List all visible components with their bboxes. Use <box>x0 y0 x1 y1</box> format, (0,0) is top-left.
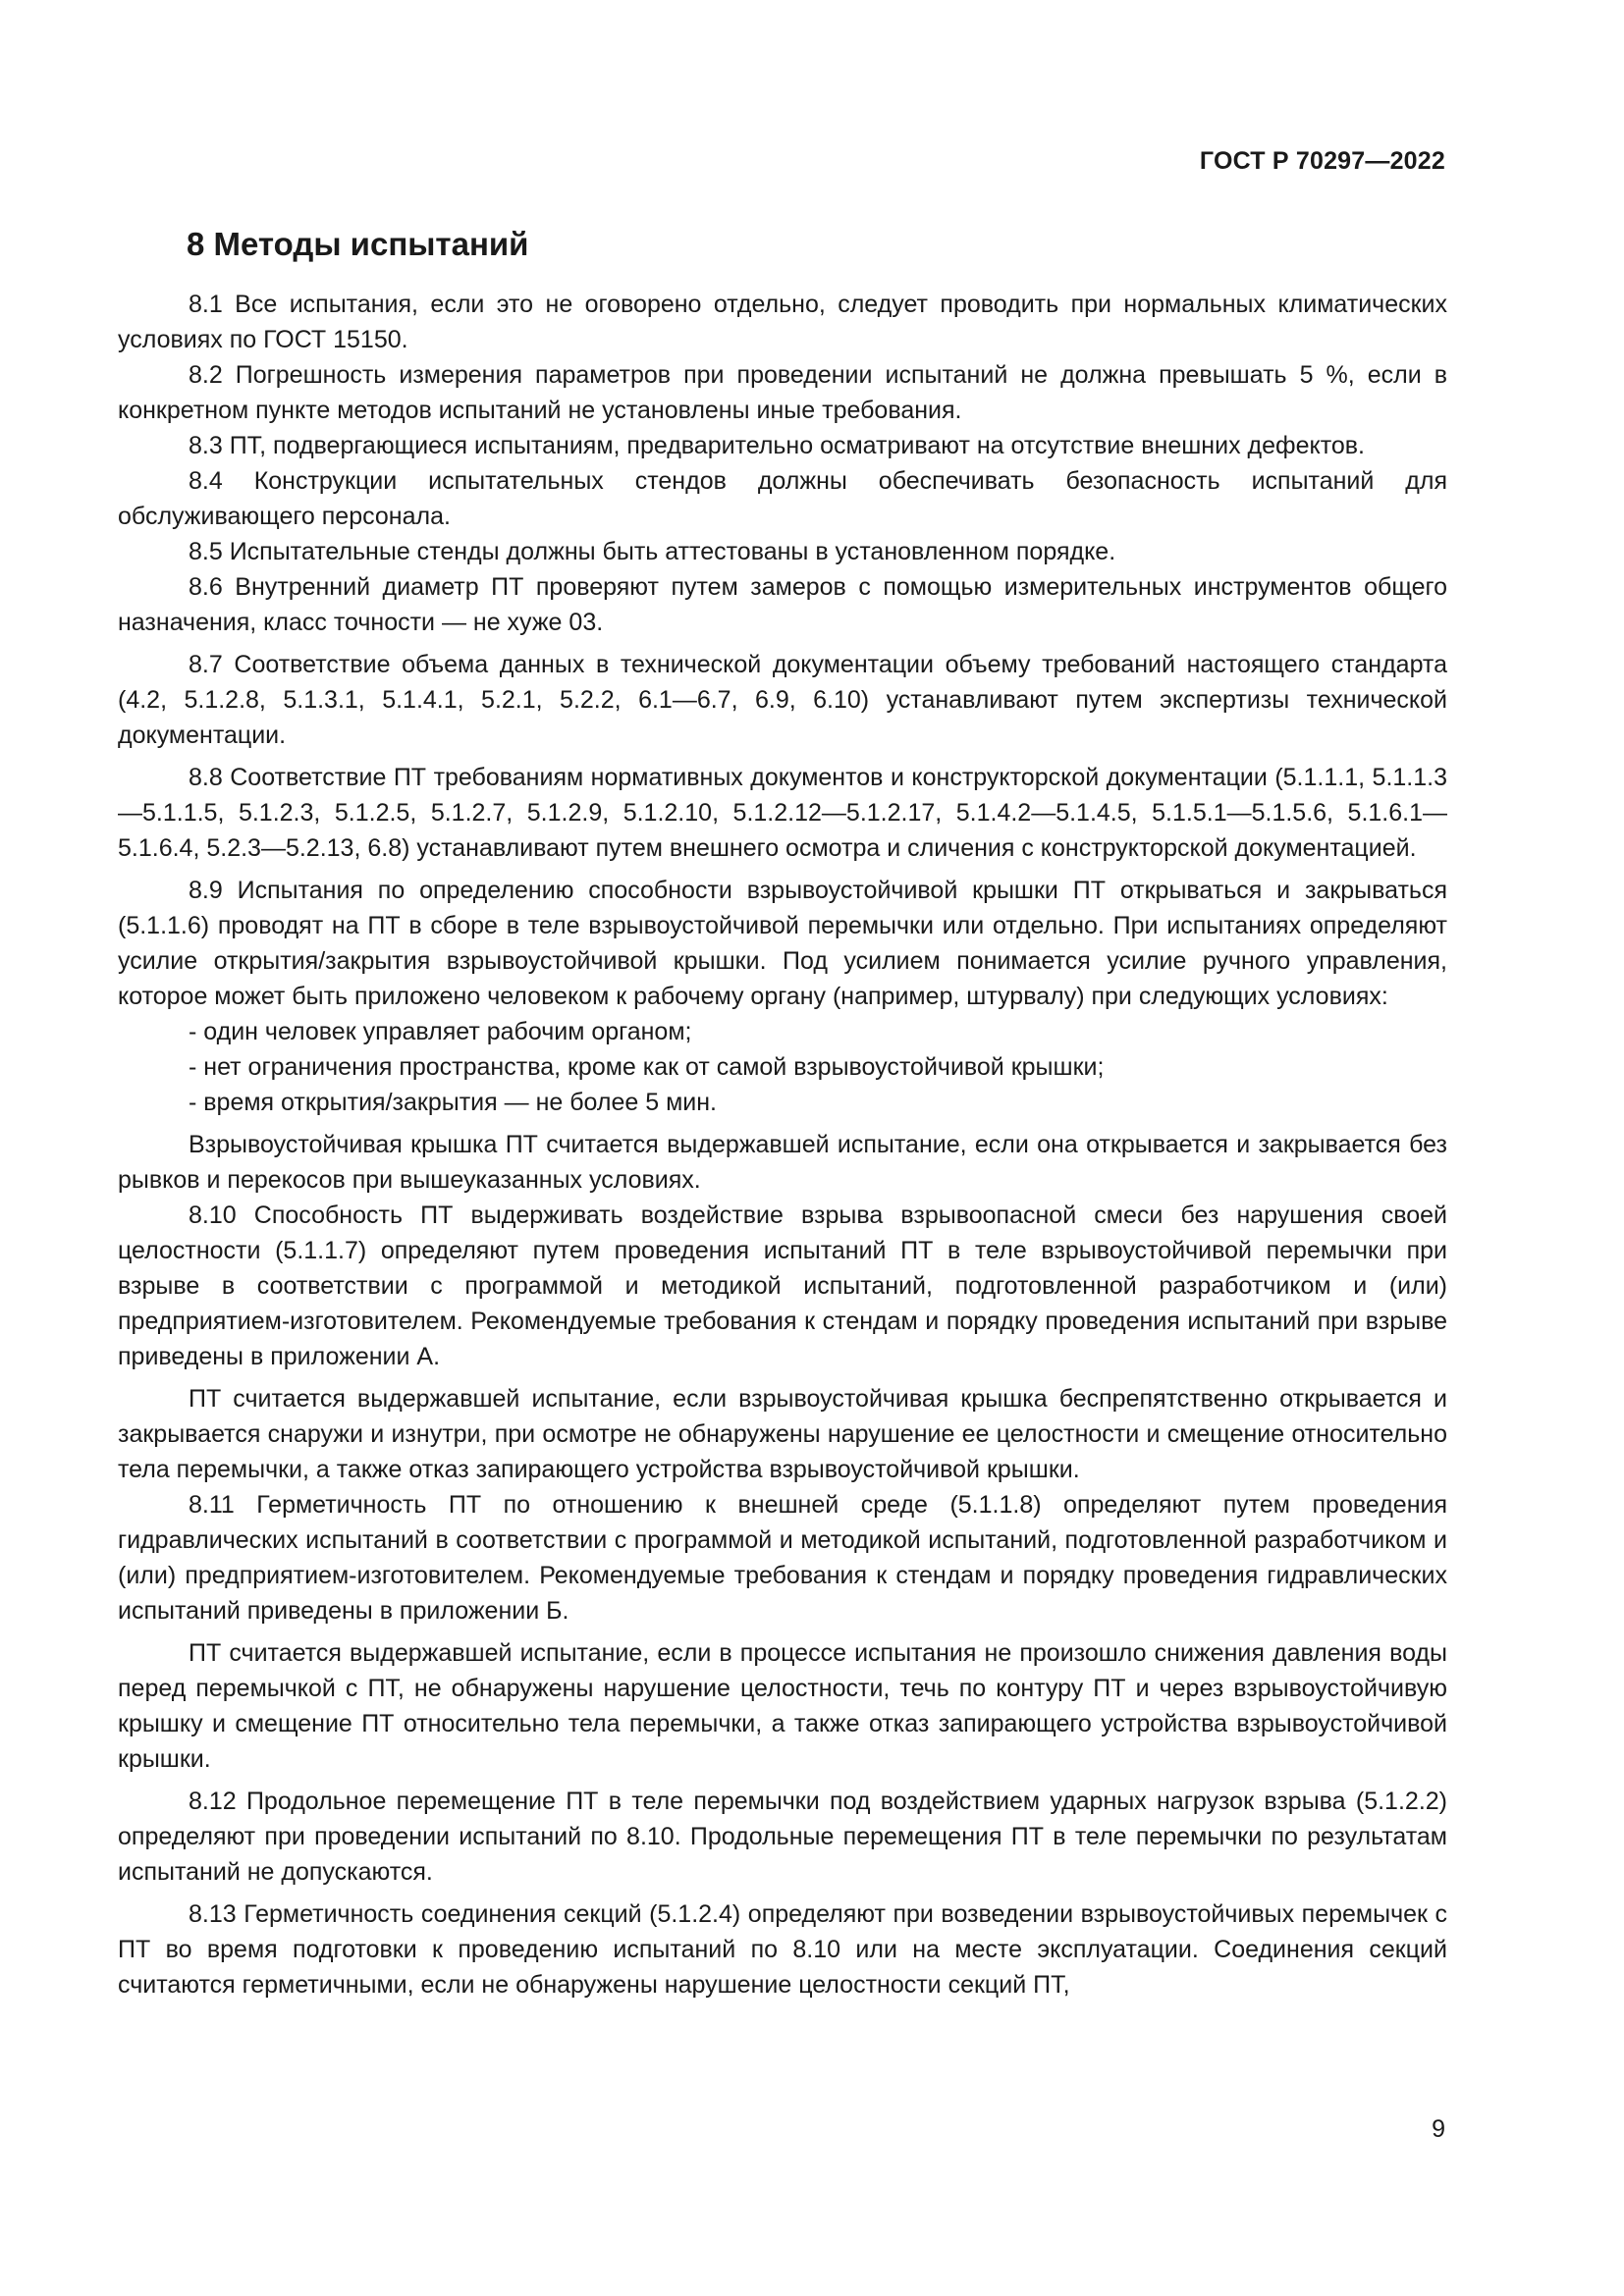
list-item: - один человек управляет рабочим органом; <box>189 1018 692 1045</box>
page-number: 9 <box>1432 2115 1445 2143</box>
paragraph-8-12: 8.12 Продольное перемещение ПТ в теле перемычки под воздействием ударных нагрузок взрыва (5.1.2.2) определяют при проведении испытаний по 8.10. Продольные перемещения ПТ в теле перемычки по результатам испытаний не допускаются. <box>118 1788 1447 1886</box>
document-code: ГОСТ Р 70297—2022 <box>1199 147 1445 175</box>
list-item: - время открытия/закрытия — не более 5 мин. <box>189 1089 717 1116</box>
section-body <box>118 287 1447 2002</box>
paragraph-8-6: 8.6 Внутренний диаметр ПТ проверяют путем замеров с помощью измерительных инструментов общего назначения, класс точности — не хуже 03. <box>118 573 1447 636</box>
paragraph-8-11: 8.11 Герметичность ПТ по отношению к внешней среде (5.1.1.8) определяют путем проведения гидравлических испытаний в соответствии с программой и методикой испытаний, подготовленной разработчиком и (или) предприятием-изготовителем. Рекомендуемые требования к стендам и порядку проведения гидравлических испытаний приведены в приложении Б. <box>118 1491 1447 1625</box>
paragraph-8-13: 8.13 Герметичность соединения секций (5.1.2.4) определяют при возведении взрывоустойчивых перемычек с ПТ во время подготовки к проведению испытаний по 8.10 или на месте эксплуатации. Соединения секций считаются герметичными, если не обнаружены нарушение целостности секций ПТ, <box>118 1900 1447 1999</box>
paragraph-8-2: 8.2 Погрешность измерения параметров при проведении испытаний не должна превышать 5 %, если в конкретном пункте методов испытаний не установлены иные требования. <box>118 361 1447 424</box>
paragraph-8-9: 8.9 Испытания по определению способности взрывоустойчивой крышки ПТ открываться и закрываться (5.1.1.6) проводят на ПТ в сборе в теле взрывоустойчивой перемычки или отдельно. При испытаниях определяют усилие открытия/закрытия взрывоустойчивой крышки. Под усилием понимается усилие ручного управления, которое может быть приложено человеком к рабочему органу (например, штурвалу) при следующих условиях: <box>118 877 1447 1010</box>
paragraph-8-11-result: ПТ считается выдержавшей испытание, если в процессе испытания не произошло снижения давления воды перед перемычкой с ПТ, не обнаружены нарушение целостности, течь по контуру ПТ и через взрывоустойчивую крышку и смещение ПТ относительно тела перемычки, а также отказ запирающего устройства взрывоустойчивой крышки. <box>118 1639 1447 1773</box>
list-item: - нет ограничения пространства, кроме как от самой взрывоустойчивой крышки; <box>189 1053 1105 1081</box>
paragraph-8-3: 8.3 ПТ, подвергающиеся испытаниям, предварительно осматривают на отсутствие внешних дефектов. <box>189 432 1365 459</box>
paragraph-8-7: 8.7 Соответствие объема данных в технической документации объему требований настоящего стандарта (4.2, 5.1.2.8, 5.1.3.1, 5.1.4.1, 5.2.1, 5.2.2, 6.1—6.7, 6.9, 6.10) устанавливают путем экспертизы технической документации. <box>118 651 1447 749</box>
paragraph-8-10: 8.10 Способность ПТ выдерживать воздействие взрыва взрывоопасной смеси без нарушения своей целостности (5.1.1.7) определяют путем проведения испытаний ПТ в теле взрывоустойчивой перемычки при взрыве в соответствии с программой и методикой испытаний, подготовленной разработчиком и (или) предприятием-изготовителем. Рекомендуемые требования к стендам и порядку проведения испытаний при взрыве приведены в приложении А. <box>118 1201 1447 1370</box>
paragraph-8-4: 8.4 Конструкции испытательных стендов должны обеспечивать безопасность испытаний для обслуживающего персонала. <box>118 467 1447 530</box>
paragraph-8-1: 8.1 Все испытания, если это не оговорено отдельно, следует проводить при нормальных климатических условиях по ГОСТ 15150. <box>118 291 1447 353</box>
paragraph-8-5: 8.5 Испытательные стенды должны быть аттестованы в установленном порядке. <box>189 538 1116 565</box>
paragraph-8-10-result: ПТ считается выдержавшей испытание, если взрывоустойчивая крышка беспрепятственно открывается и закрывается снаружи и изнутри, при осмотре не обнаружены нарушение ее целостности и смещение относительно тела перемычки, а также отказ запирающего устройства взрывоустойчивой крышки. <box>118 1385 1447 1483</box>
section-title: 8 Методы испытаний <box>187 226 529 262</box>
paragraph-8-9-result: Взрывоустойчивая крышка ПТ считается выдержавшей испытание, если она открывается и закрывается без рывков и перекосов при вышеуказанных условиях. <box>118 1131 1447 1194</box>
paragraph-8-8: 8.8 Соответствие ПТ требованиям нормативных документов и конструкторской документации (5.1.1.1, 5.1.1.3—5.1.1.5, 5.1.2.3, 5.1.2.5, 5.1.2.7, 5.1.2.9, 5.1.2.10, 5.1.2.12—5.1.2.17, 5.1.4.2—5.1.4.5, 5.1.5.1—5.1.5.6, 5.1.6.1—5.1.6.4, 5.2.3—5.2.13, 6.8) устанавливают путем внешнего осмотра и сличения с конструкторской документацией. <box>118 764 1447 862</box>
